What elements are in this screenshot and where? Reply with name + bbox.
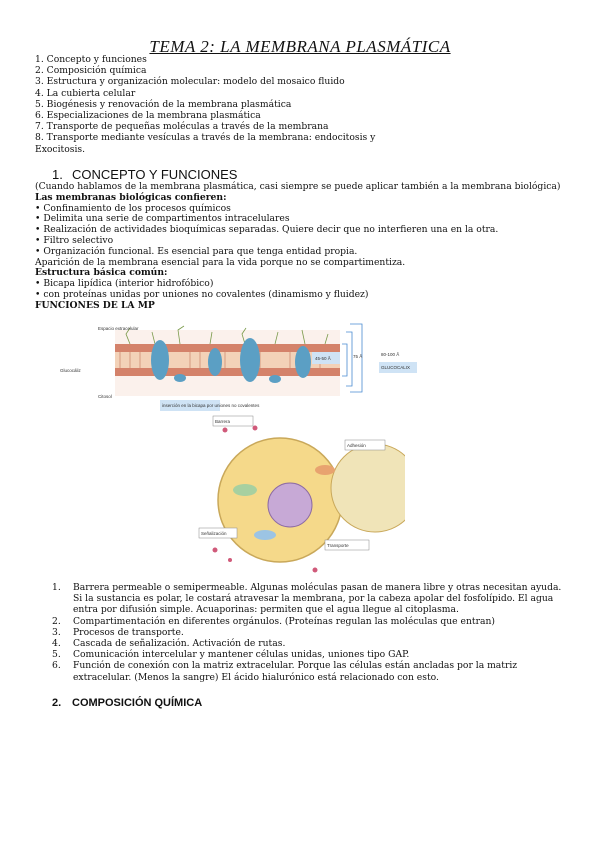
label-adhesion: Adhesión — [347, 443, 366, 448]
label-citosol: Citosol — [98, 394, 112, 399]
toc-item: 1. Concepto y funciones — [35, 54, 147, 65]
nucleus — [268, 483, 312, 527]
toc-item: 6. Especializaciones de la membrana plasmática — [35, 110, 261, 122]
table-of-contents — [35, 54, 575, 155]
bullet-item: • Realización de actividades bioquímicas separadas. Quiere decir que no interfieren una en la otra. — [35, 224, 499, 236]
section-title: COMPOSICIÓN QUÍMICA — [72, 697, 203, 709]
list-text: Comunicación intercelular y mantener células unidas, uniones tipo GAP. — [73, 649, 410, 661]
label-glucocaliz: Glucocáliz — [60, 368, 81, 373]
neighbor-cell — [331, 444, 405, 532]
label-glucocalix: GLUCOCALIX — [381, 365, 411, 370]
toc-item: 8. Transporte mediante vesículas a través de la membrana: endocitosis y — [35, 132, 376, 144]
label-senalizacion: Señalización — [201, 531, 227, 536]
list-item — [52, 616, 562, 627]
bullet-item: • Confinamiento de los procesos químicos — [35, 202, 231, 214]
list-item — [52, 627, 562, 638]
toc-item: 7. Transporte de pequeñas moléculas a través de la membrana — [35, 121, 329, 133]
bullet-item: • con proteínas unidas por uniones no covalentes (dinamismo y fluidez) — [35, 288, 369, 300]
paragraph: Aparición de la membrana esencial para la vida porque no se compartimentiza. — [35, 256, 406, 268]
organelle — [315, 465, 335, 475]
toc-item: 2. Composición química — [35, 65, 147, 77]
list-number: 2. — [52, 615, 61, 627]
organelle — [254, 530, 276, 540]
section-heading — [52, 167, 237, 182]
bullet-item: • Delimita una serie de compartimentos intracelulares — [35, 213, 290, 225]
list-item — [52, 660, 562, 682]
organelle — [233, 484, 257, 496]
section-heading — [52, 697, 202, 709]
toc-item: 4. La cubierta celular — [35, 87, 136, 99]
cell-functions-diagram — [195, 410, 405, 578]
toc-item: Exocitosis. — [35, 143, 86, 155]
toc-item: 5. Biogénesis y renovación de la membrana plasmática — [35, 98, 292, 110]
list-item — [52, 582, 562, 616]
label-grosor3: 80-100 Å — [381, 352, 400, 357]
toc-item: 3. Estructura y organización molecular: modelo del mosaico fluido — [35, 76, 345, 88]
membrane-diagram — [60, 322, 550, 412]
label-nota: inserción en la bicapa por uniones no covalentes — [162, 403, 260, 408]
list-text: Función de conexión con la matriz extracelular. Porque las células están ancladas por la matriz extracelular. (Menos la sangre) El ácido hialurónico está relacionado con esto. — [73, 660, 518, 683]
section-body — [35, 182, 585, 312]
functions-list — [52, 582, 562, 683]
bullet-item: • Organización funcional. Es esencial para que tenga entidad propia. — [35, 245, 358, 257]
label-barrera: Barrera — [215, 419, 231, 424]
bullet-item: • Bicapa lipídica (interior hidrofóbico) — [35, 278, 214, 290]
list-number: 4. — [52, 638, 61, 650]
intro-text: (Cuando hablamos de la membrana plasmática, casi siempre se puede aplicar también a la membrana biológica) — [35, 181, 561, 192]
page-title: TEMA 2: LA MEMBRANA PLASMÁTICA — [149, 37, 451, 56]
label-grosor1: 45-50 Å — [315, 356, 331, 361]
label-espacio: Espacio extracelular — [98, 326, 139, 331]
list-number: 6. — [52, 660, 61, 672]
list-text: Procesos de transporte. — [73, 626, 184, 638]
label-transporte: Transporte — [327, 543, 349, 548]
list-item — [52, 638, 562, 649]
subheading: FUNCIONES DE LA MP — [35, 299, 155, 311]
list-text: Barrera permeable o semipermeable. Algunas moléculas pasan de manera libre y otras necesitan ayuda. Si la sustancia es polar, le costará atravesar la membrana, por la cabeza apolar del fosfolípido. El agua entra por difusión simple. Acuaporinas: permiten que el agua llegue al citoplasma. — [73, 582, 562, 616]
list-text: Cascada de señalización. Activación de rutas. — [73, 638, 286, 650]
label-grosor2: 75 Å — [353, 354, 363, 359]
list-number: 3. — [52, 626, 61, 638]
subheading: Las membranas biológicas confieren: — [35, 191, 227, 203]
section-number: 2. — [52, 697, 62, 709]
list-text: Compartimentación en diferentes orgánulos. (Proteínas regulan las moléculas que entran) — [73, 615, 495, 627]
section-title: CONCEPTO Y FUNCIONES — [72, 167, 238, 182]
subheading: Estructura básica común: — [35, 267, 168, 279]
list-item — [52, 649, 562, 660]
list-number: 1. — [52, 582, 61, 593]
section-number: 1. — [52, 167, 63, 182]
list-number: 5. — [52, 649, 61, 661]
bullet-item: • Filtro selectivo — [35, 234, 114, 246]
